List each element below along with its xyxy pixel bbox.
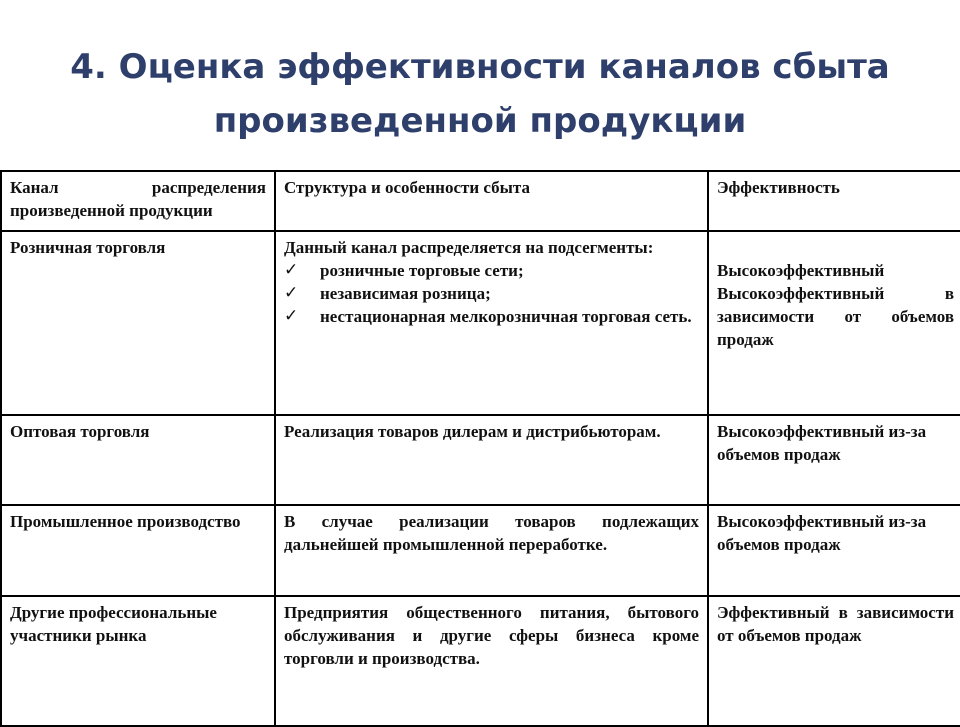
cell-channel: Промышленное производство bbox=[1, 505, 275, 596]
check-icon: ✓ bbox=[284, 260, 299, 280]
list-item-text: независимая розница; bbox=[320, 284, 491, 303]
list-item bbox=[284, 282, 699, 305]
cell-efficiency bbox=[708, 231, 960, 415]
page-title bbox=[0, 40, 960, 148]
cell-structure bbox=[275, 231, 708, 415]
table-row bbox=[1, 596, 960, 726]
page-title-line-2: произведенной продукции bbox=[213, 101, 747, 141]
cell-structure: В случае реализации товаров подлежащих дальнейшей промышленной переработке. bbox=[275, 505, 708, 596]
list-item-text: нестационарная мелкорозничная торговая сеть. bbox=[320, 307, 692, 326]
list-item bbox=[284, 259, 699, 282]
cell-channel: Другие профессиональные участники рынка bbox=[1, 596, 275, 726]
cell-structure: Предприятия общественного питания, бытового обслуживания и другие сферы бизнеса кроме торговли и производства. bbox=[275, 596, 708, 726]
check-icon: ✓ bbox=[284, 306, 299, 326]
table-row bbox=[1, 415, 960, 505]
structure-intro: Данный канал распределяется на подсегменты: bbox=[284, 238, 654, 257]
table-header-row bbox=[1, 171, 960, 231]
header-structure: Структура и особенности сбыта bbox=[275, 171, 708, 231]
cell-structure: Реализация товаров дилерам и дистрибьюторам. bbox=[275, 415, 708, 505]
list-item bbox=[284, 305, 699, 328]
list-item-text: розничные торговые сети; bbox=[320, 261, 524, 280]
header-efficiency: Эффективность bbox=[708, 171, 960, 231]
table-row bbox=[1, 231, 960, 415]
check-icon: ✓ bbox=[284, 283, 299, 303]
cell-channel: Оптовая торговля bbox=[1, 415, 275, 505]
cell-efficiency: Эффективный в зависимости от объемов продаж bbox=[708, 596, 960, 726]
table-row bbox=[1, 505, 960, 596]
subsegment-list bbox=[284, 259, 699, 328]
channels-table bbox=[0, 170, 960, 727]
efficiency-line-2: Высокоэффективный в зависимости от объемов продаж bbox=[717, 284, 954, 349]
header-channel: Канал распределения произведенной продукции bbox=[1, 171, 275, 231]
cell-efficiency: Высокоэффективный из-за объемов продаж bbox=[708, 505, 960, 596]
cell-efficiency: Высокоэффективный из-за объемов продаж bbox=[708, 415, 960, 505]
page-title-line-1: 4. Оценка эффективности каналов сбыта bbox=[70, 47, 890, 87]
efficiency-line-1: Высокоэффективный bbox=[717, 261, 885, 280]
cell-channel: Розничная торговля bbox=[1, 231, 275, 415]
